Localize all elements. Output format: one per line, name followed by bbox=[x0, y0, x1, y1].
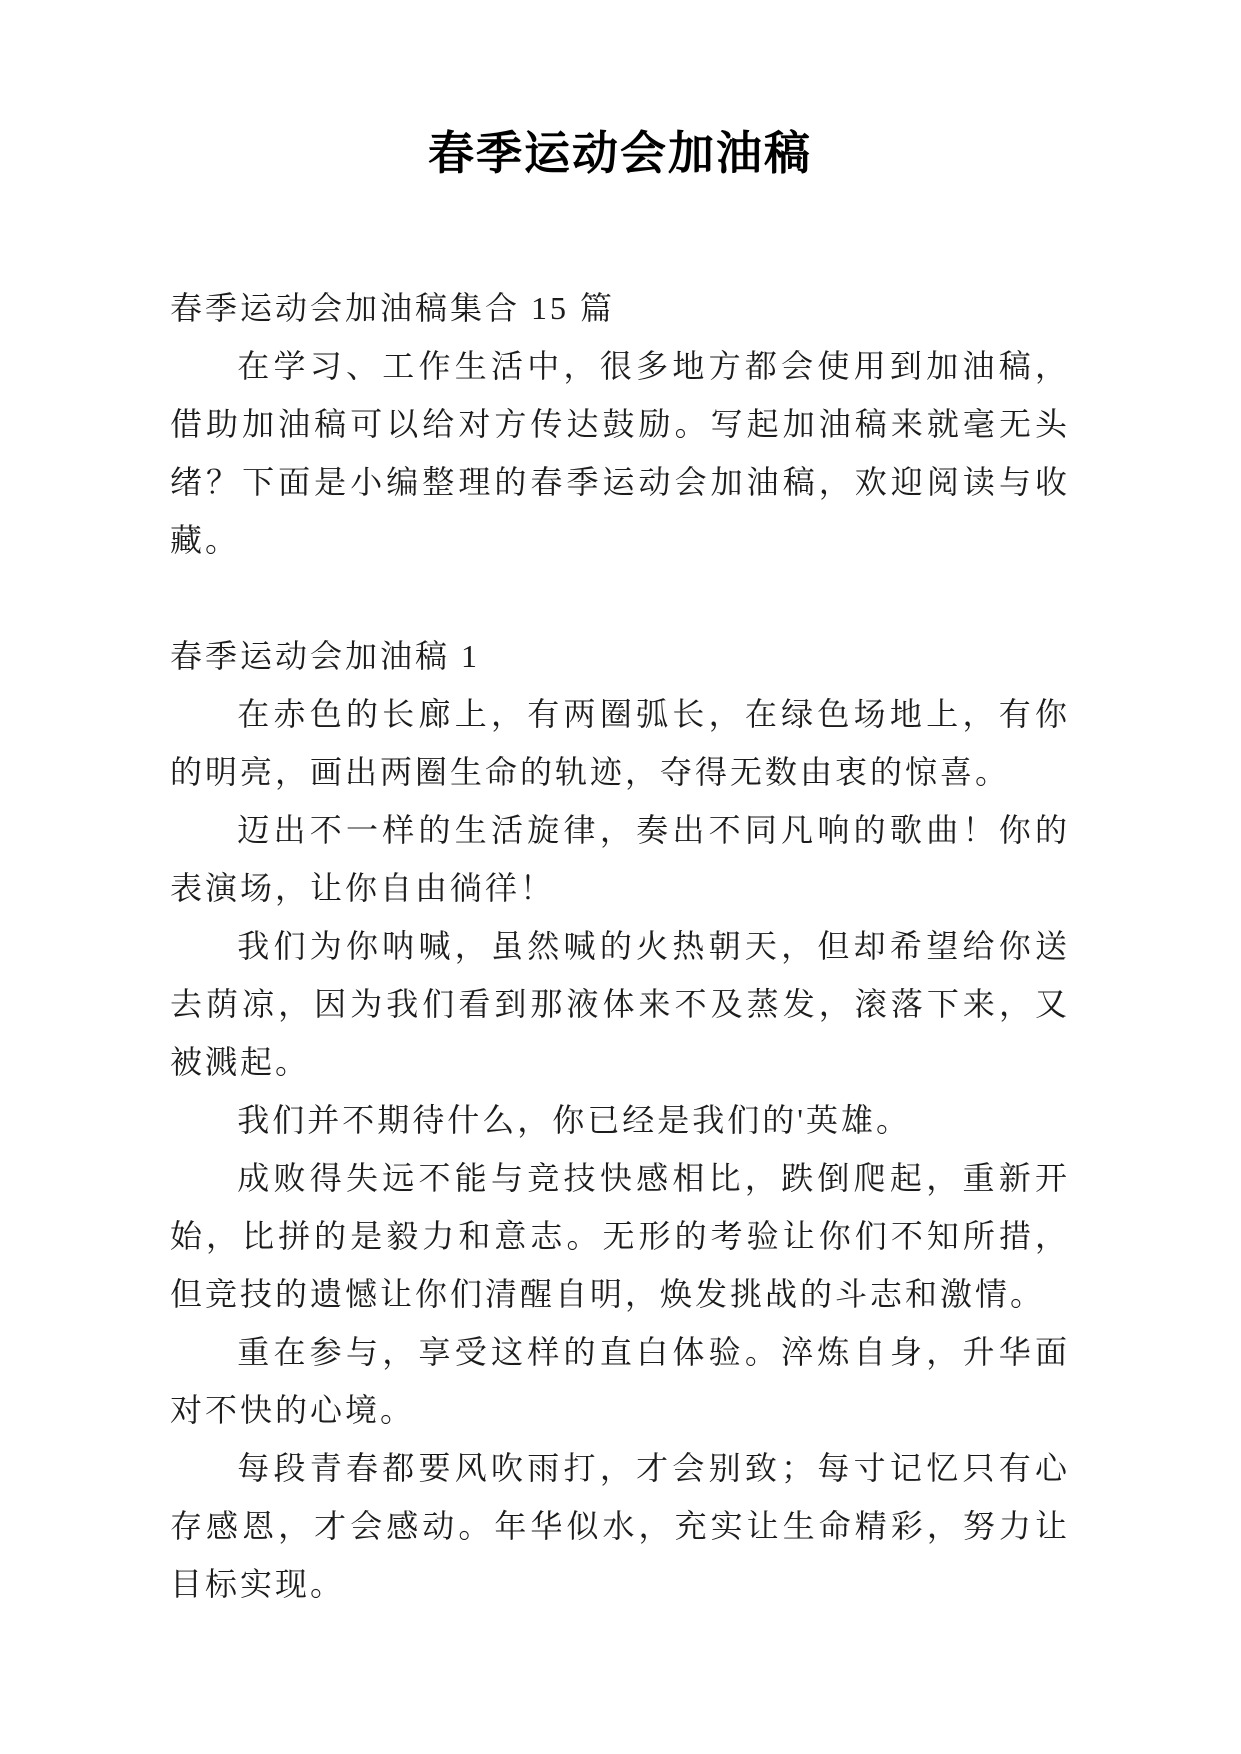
section-heading-1: 春季运动会加油稿 1 bbox=[170, 638, 481, 675]
intro-paragraph: 在学习、工作生活中，很多地方都会使用到加油稿，借助加油稿可以给对方传达鼓励。写起加油稿来就毫无头绪？下面是小编整理的春季运动会加油稿，欢迎阅读与收藏。 bbox=[170, 348, 1070, 559]
paragraph: 在赤色的长廊上，有两圈弧长，在绿色场地上，有你的明亮，画出两圈生命的轨迹，夺得无数由衷的惊喜。 bbox=[170, 696, 1070, 791]
paragraph: 成败得失远不能与竞技快感相比，跌倒爬起，重新开始，比拼的是毅力和意志。无形的考验让你们不知所措，但竞技的遗憾让你们清醒自明，焕发挑战的斗志和激情。 bbox=[170, 1160, 1070, 1313]
document-subtitle: 春季运动会加油稿集合 15 篇 bbox=[170, 290, 616, 327]
paragraph: 重在参与，享受这样的直白体验。淬炼自身，升华面对不快的心境。 bbox=[170, 1334, 1070, 1429]
paragraph: 我们为你呐喊，虽然喊的火热朝天，但却希望给你送去荫凉，因为我们看到那液体来不及蒸发，滚落下来，又被溅起。 bbox=[170, 928, 1070, 1081]
paragraph: 每段青春都要风吹雨打，才会别致；每寸记忆只有心存感恩，才会感动。年华似水，充实让生命精彩，努力让目标实现。 bbox=[170, 1450, 1070, 1603]
blank-line bbox=[170, 569, 1070, 627]
document-body bbox=[170, 279, 1070, 1613]
document-title: 春季运动会加油稿 bbox=[428, 128, 812, 179]
paragraph: 迈出不一样的生活旋律，奏出不同凡响的歌曲！你的表演场，让你自由徜徉！ bbox=[170, 812, 1070, 907]
paragraph: 我们并不期待什么，你已经是我们的'英雄。 bbox=[237, 1102, 911, 1139]
